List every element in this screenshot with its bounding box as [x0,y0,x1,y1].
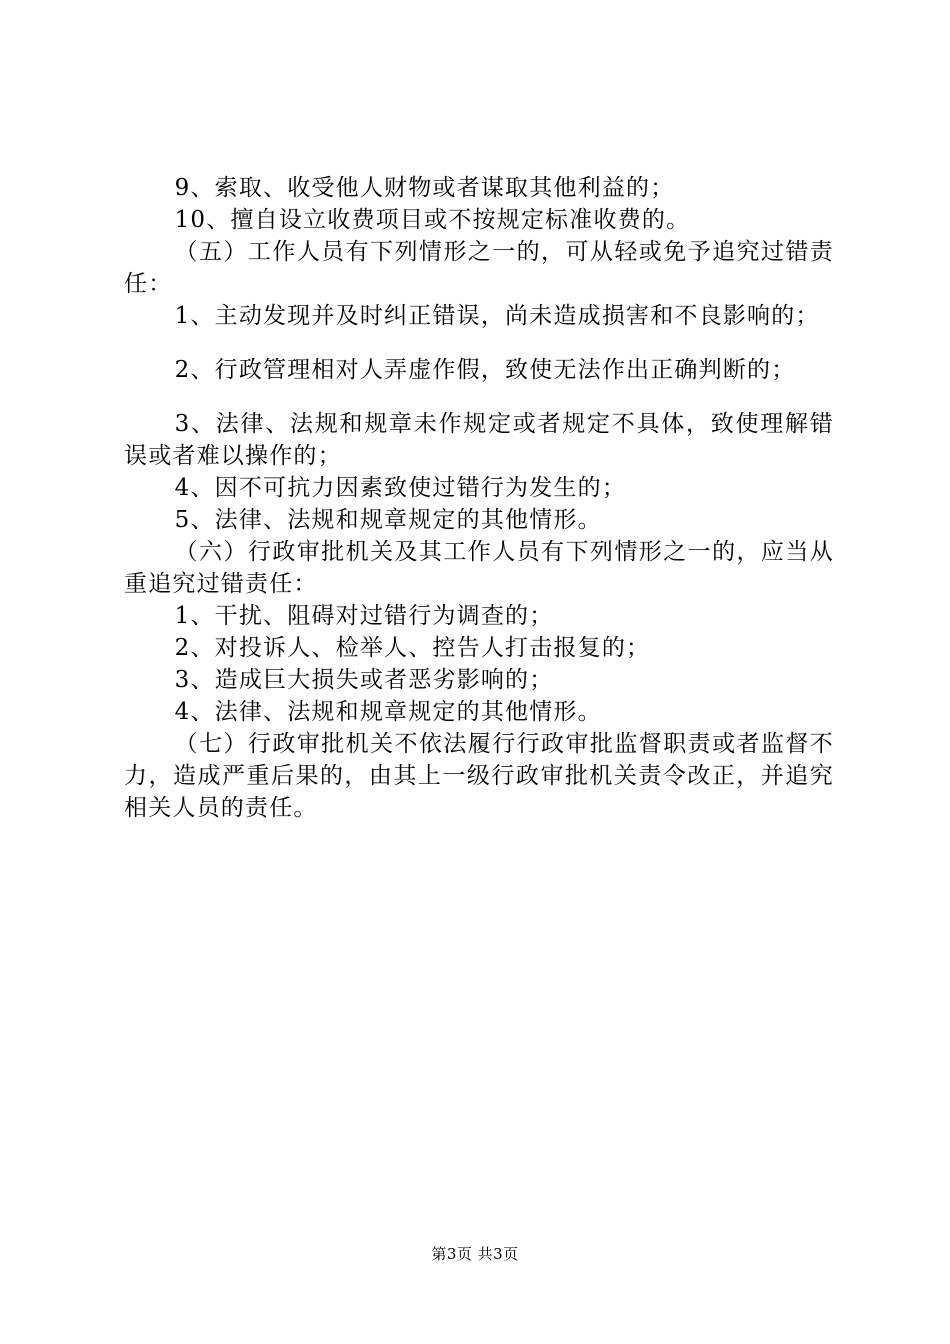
page-footer [0,1244,950,1264]
paragraph-five-item-3: 3、法律、法规和规章未作规定或者规定不具体，致使理解错误或者难以操作的； [124,411,834,469]
paragraph-five-item-2: 2、行政管理相对人弄虚作假，致使无法作出正确判断的； [174,357,796,383]
paragraph-six-item-4: 4、法律、法规和规章规定的其他情形。 [174,699,602,725]
paragraph-five-item-4: 4、因不可抗力因素致使过错行为发生的； [174,475,627,501]
section-seven-paragraph: （七）行政审批机关不依法履行行政审批监督职责或者监督不力，造成严重后果的，由其上一级行政审批机关责令改正，并追究相关人员的责任。 [124,731,834,821]
section-five-heading: （五）工作人员有下列情形之一的，可从轻或免予追究过错责任： [124,239,834,297]
document-body [124,172,834,824]
paragraph-five-item-5: 5、法律、法规和规章规定的其他情形。 [174,507,602,533]
paragraph-item-9: 9、索取、收受他人财物或者谋取其他利益的； [174,175,675,201]
paragraph-six-item-3: 3、造成巨大损失或者恶劣影响的； [174,667,554,693]
paragraph-item-10: 10、擅自设立收费项目或不按规定标准收费的。 [174,207,691,233]
paragraph-five-item-1: 1、主动发现并及时纠正错误，尚未造成损害和不良影响的； [174,303,820,329]
page-number-label: 第3页 共3页 [431,1245,519,1263]
paragraph-six-item-2: 2、对投诉人、检举人、控告人打击报复的； [174,635,651,661]
section-six-heading: （六）行政审批机关及其工作人员有下列情形之一的，应当从重追究过错责任： [124,539,834,597]
paragraph-six-item-1: 1、干扰、阻碍对过错行为调查的； [174,603,554,629]
